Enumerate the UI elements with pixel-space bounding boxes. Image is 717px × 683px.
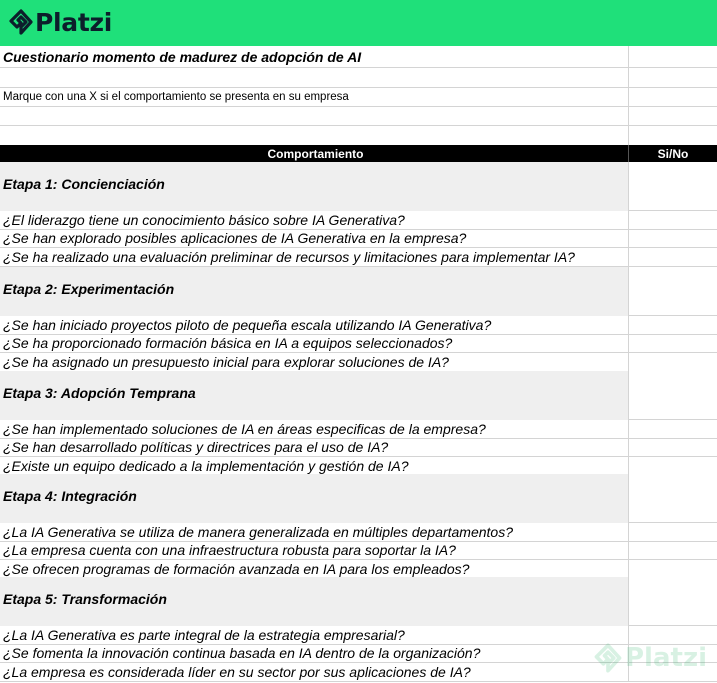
question-answer-cell[interactable] xyxy=(628,230,717,248)
question-answer-cell[interactable] xyxy=(628,335,717,353)
question-answer-cell[interactable] xyxy=(628,560,717,578)
stage-label: Etapa 3: Adopción Temprana xyxy=(3,385,196,401)
instructions-row xyxy=(0,88,717,107)
question-text: ¿Se ha proporcionado formación básica en IA a equipos seleccionados? xyxy=(3,335,453,351)
instructions-row-answer-cell[interactable] xyxy=(628,88,717,106)
question-row xyxy=(0,316,717,335)
empty-row xyxy=(0,126,717,145)
question-answer-cell[interactable] xyxy=(628,248,717,266)
question-text: ¿Se han implementado soluciones de IA en áreas especificas de la empresa? xyxy=(3,420,486,437)
brand-name: Platzi xyxy=(35,7,113,37)
stage-row xyxy=(0,162,717,211)
platzi-watermark xyxy=(593,640,707,676)
question-text: ¿La IA Generativa es parte integral de la estrategia empresarial? xyxy=(3,626,405,643)
platzi-logo-icon xyxy=(8,9,34,35)
empty-row-answer-cell[interactable] xyxy=(628,107,717,125)
question-row xyxy=(0,230,717,249)
question-text: ¿Se fomenta la innovación continua basada en IA dentro de la organización? xyxy=(3,645,481,661)
question-row xyxy=(0,523,717,542)
stage-label: Etapa 4: Integración xyxy=(3,488,137,504)
column-header-behavior: Comportamiento xyxy=(267,146,364,161)
column-header-row xyxy=(0,145,717,162)
question-text: ¿Se han desarrollado políticas y directrices para el uso de IA? xyxy=(3,439,389,455)
brand-logo xyxy=(8,6,112,38)
question-answer-cell[interactable] xyxy=(628,211,717,229)
questionnaire-sheet xyxy=(0,46,717,683)
stage-row xyxy=(0,577,717,626)
question-row xyxy=(0,439,717,458)
question-text: ¿Se ofrecen programas de formación avanzada en IA para los empleados? xyxy=(3,560,470,577)
question-text: ¿Se ha asignado un presupuesto inicial para explorar soluciones de IA? xyxy=(3,353,449,370)
stage-row xyxy=(0,371,717,420)
question-answer-cell[interactable] xyxy=(628,542,717,560)
question-text: ¿El liderazgo tiene un conocimiento básico sobre IA Generativa? xyxy=(3,211,405,228)
question-text: ¿Se han explorado posibles aplicaciones de IA Generativa en la empresa? xyxy=(3,230,467,246)
title-row xyxy=(0,46,717,68)
column-header-answer: Si/No xyxy=(628,145,717,162)
question-answer-cell[interactable] xyxy=(628,439,717,457)
brand-header xyxy=(0,0,717,46)
question-text: ¿Se han iniciado proyectos piloto de pequeña escala utilizando IA Generativa? xyxy=(3,316,492,333)
question-text: ¿La empresa es considerada líder en su sector por sus aplicaciones de IA? xyxy=(3,663,471,680)
empty-row-answer-cell[interactable] xyxy=(628,68,717,87)
stage-answer-cell[interactable] xyxy=(628,474,717,523)
question-answer-cell[interactable] xyxy=(628,353,717,371)
empty-row-answer-cell[interactable] xyxy=(628,126,717,145)
title-row-answer-cell[interactable] xyxy=(628,46,717,67)
question-row xyxy=(0,211,717,230)
question-row xyxy=(0,542,717,561)
stage-row xyxy=(0,474,717,523)
question-row xyxy=(0,457,717,476)
sheet-title: Cuestionario momento de madurez de adopción de AI xyxy=(3,49,362,65)
question-answer-cell[interactable] xyxy=(628,523,717,541)
question-answer-cell[interactable] xyxy=(628,316,717,334)
stage-answer-cell[interactable] xyxy=(628,162,717,211)
instructions-text: Marque con una X si el comportamiento se presenta en su empresa xyxy=(3,91,349,103)
platzi-watermark-icon xyxy=(593,643,623,673)
stage-answer-cell[interactable] xyxy=(628,371,717,420)
question-row xyxy=(0,353,717,372)
stage-label: Etapa 2: Experimentación xyxy=(3,281,175,297)
question-text: ¿Existe un equipo dedicado a la implementación y gestión de IA? xyxy=(3,457,409,474)
empty-row xyxy=(0,68,717,88)
empty-row xyxy=(0,107,717,126)
question-row xyxy=(0,335,717,354)
stage-label: Etapa 1: Concienciación xyxy=(3,176,165,192)
stage-row xyxy=(0,267,717,316)
question-text: ¿Se ha realizado una evaluación preliminar de recursos y limitaciones para implementar IA? xyxy=(3,248,575,265)
stage-label: Etapa 5: Transformación xyxy=(3,591,167,607)
watermark-text: Platzi xyxy=(625,643,707,673)
stage-answer-cell[interactable] xyxy=(628,577,717,626)
question-text: ¿La empresa cuenta con una infraestructura robusta para soportar la IA? xyxy=(3,542,456,558)
question-row xyxy=(0,560,717,579)
question-text: ¿La IA Generativa se utiliza de manera generalizada en múltiples departamentos? xyxy=(3,523,513,540)
question-row xyxy=(0,420,717,439)
question-answer-cell[interactable] xyxy=(628,420,717,438)
question-row xyxy=(0,248,717,267)
question-answer-cell[interactable] xyxy=(628,457,717,475)
stage-answer-cell[interactable] xyxy=(628,267,717,316)
